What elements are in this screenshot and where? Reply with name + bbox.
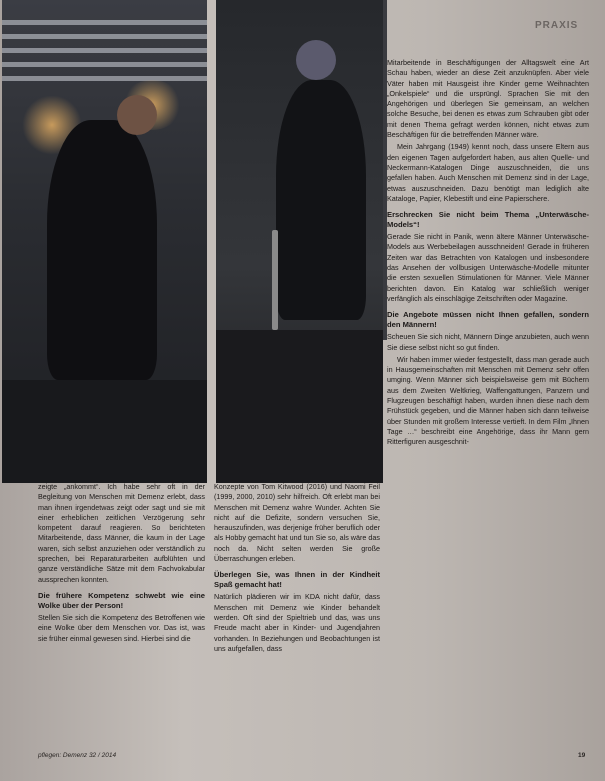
- paragraph: Wir haben immer wieder festgestellt, dass man gerade auch in Hausgemeinschaften mit Menschen mit Demenz sehr offen umging. Wenn Männer sich beispielsweise gern mit Büchern aus dem Zweiten Weltkrieg, Waffengattungen, Panzern und Flugzeugen beschäftigt haben, wurden ihnen diese nach dem Frühstück gegeben, und die Männer haben sich dann teilweise über Stunden mit großem Interesse vertieft. In dem Film „Ihnen Tage …“ beschreibt eine Angehörige, dass ihr Mann gern Ritterfiguren ausgeschnit-: [387, 354, 589, 447]
- subheading: Die frühere Kompetenz schwebt wie eine Wolke über der Person!: [38, 590, 205, 610]
- paragraph: zeigte „ankommt“. Ich habe sehr oft in der Begleitung von Menschen mit Demenz erlebt, dass man ihnen irgendetwas zeigt oder sagt und sie mit einer erheblichen zeitlichen Verzögerung sehr kompetent darauf reagieren. So berichteten Mitarbeitende, dass Männer, die kaum in der Lage waren, sich selbst anzuziehen oder verständlich zu sprechen, bei Reparaturarbeiten aufblühten und ganze verständliche Sätze mit dem Fachvokabular aussprechen konnten.: [38, 482, 205, 584]
- paragraph: Gerade Sie nicht in Panik, wenn ältere Männer Unterwäsche-Models aus Werbebeilagen ausschneiden! Gerade in früheren Zeiten war das Betrachten von Katalogen und insbesondere das Ansehen der vollbusigen Unterwäsche-Modelle mitunter die ersten sexuellen Stimulationen für Männer. Viele Männer berichten davon. Ein Katalog war schließlich weniger verfänglich als einschlägige Zeitschriften oder Magazine.: [387, 232, 589, 303]
- photo-man-in-workshop: [216, 0, 383, 483]
- paragraph: Natürlich plädieren wir im KDA nicht dafür, dass Menschen mit Demenz wie Kinder behandelt werden. Oft sind der Spieltrieb und das, was uns Freude macht aber in Kinder- und Jugendjahren vorhanden. In Beziehungen und Beobachtungen ist uns aufgefallen, dass: [214, 592, 380, 653]
- subheading: Erschrecken Sie nicht beim Thema „Unterwäsche-Models“!: [387, 210, 589, 230]
- paragraph: Mein Jahrgang (1949) kennt noch, dass unsere Eltern aus den eigenen Tagen aufgefordert haben, aus alten Quelle- und Neckermann-Katalogen Dinge auszuschneiden, die uns gefallen haben. Auch Menschen mit Demenz sind in der Lage, etwas auszuschneiden. Dazu benötigt man lediglich alte Kataloge, Papier, Klebestift und eine Papierschere.: [387, 142, 589, 203]
- section-label: PRAXIS: [535, 20, 579, 31]
- text-column-right: [387, 58, 589, 450]
- subheading: Die Angebote müssen nicht Ihnen gefallen, sondern den Männern!: [387, 310, 589, 330]
- footer-publication: pflegen: Demenz 32 / 2014: [38, 752, 117, 759]
- subheading: Überlegen Sie, was Ihnen in der Kindheit Spaß gemacht hat!: [214, 570, 380, 590]
- text-column-left: [38, 482, 205, 646]
- photo-man-with-raised-arms: [2, 0, 207, 483]
- paragraph: Scheuen Sie sich nicht, Männern Dinge anzubieten, auch wenn Sie diese selbst nicht so gut finden.: [387, 332, 589, 352]
- paragraph: Stellen Sie sich die Kompetenz des Betroffenen wie eine Wolke über dem Menschen vor. Das ist, was sie früher einmal gewesen sind. Hierbei sind die: [38, 612, 205, 643]
- paragraph: Mitarbeitende in Beschäftigungen der Alltagswelt eine Art Schau haben, wieder an diese Zeit anzuknüpfen. Aber viele Väter haben mit Hausgeist ihre Kinder gerne Weihnachten „Onkelspiele“ und die ursprüngl. Sprachen Sie mit den Angehörigen und überlegen Sie gemeinsam, an welchen solche Besuche, bei denen es etwas zum Schrauben gibt oder mit denen Thema gefragt werden können, nicht etwas zum Beschäftigen für die betreffenden Männer wäre.: [387, 58, 589, 140]
- page-number: 19: [578, 752, 586, 759]
- text-column-middle: [214, 482, 380, 656]
- paragraph: Konzepte von Tom Kitwood (2016) und Naomi Feil (1999, 2000, 2010) sehr hilfreich. Oft erlebt man bei Menschen mit Demenz wahre Wunder. Achten Sie nicht auf die Defizite, sondern versuchen Sie, herauszufinden, was derjenige früher beruflich oder als Hobby gemacht hat und tun Sie so, als wäre das noch da. Nicht selten werden Sie große Überraschungen erleben.: [214, 482, 380, 564]
